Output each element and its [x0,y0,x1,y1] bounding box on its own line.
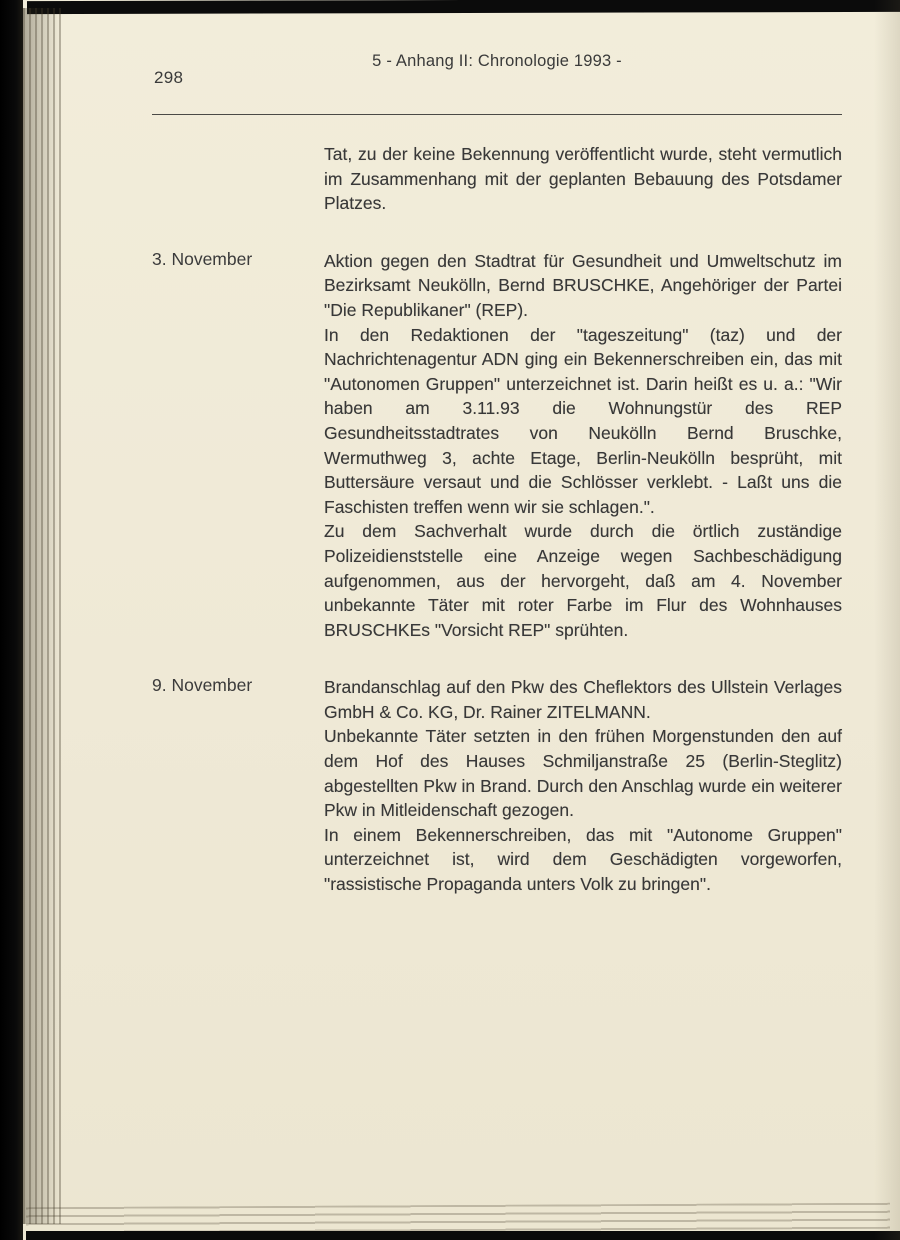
chronology-entry-continuation [152,142,842,216]
scan-edge-bottom [26,1231,900,1240]
entry-body [324,249,842,643]
page-stack-left [23,8,61,1224]
entry-paragraph: Zu dem Sachverhalt wurde durch die örtlich zuständige Polizeidienststelle eine Anzeige wegen Sachbeschädigung aufgenommen, aus der hervorgeht, daß am 4. November unbekannte Täter mit roter Farbe im Flur des Wohnhauses BRUSCHKEs "Vorsicht REP" sprühten. [324,521,842,640]
entry-paragraph: In einem Bekennerschreiben, das mit "Autonome Gruppen" unterzeichnet ist, wird dem Geschädigten vorgeworfen, "rassistische Propaganda unters Volk zu bringen". [324,824,842,895]
entry-date: 9. November [152,675,253,696]
entry-body [324,142,842,216]
running-header: 5 - Anhang II: Chronologie 1993 - [372,52,622,70]
entry-paragraph: Aktion gegen den Stadtrat für Gesundheit und Umweltschutz im Bezirksamt Neukölln, Bernd BRUSCHKE, Angehöriger der Partei "Die Republikaner" (REP). [324,250,842,320]
chronology-entry-9-november [152,675,842,896]
entry-paragraph: Tat, zu der keine Bekennung veröffentlicht wurde, steht vermutlich im Zusammenhang mit der geplanten Bebauung des Potsdamer Platzes. [324,144,842,214]
chronology-entries [152,115,842,897]
entry-paragraph: Brandanschlag auf den Pkw des Cheflektors des Ullstein Verlages GmbH & Co. KG, Dr. Rainer ZITELMANN. [324,677,842,722]
chronology-entry-3-november [152,249,842,643]
page-header-row [152,42,842,114]
scan-edge-top [27,0,900,14]
entry-body [324,675,842,896]
entry-date: 3. November [152,248,253,269]
entry-paragraph: Unbekannte Täter setzten in den frühen Morgenstunden den auf dem Hof des Hauses Schmiljanstraße 25 (Berlin-Steglitz) abgestellten Pkw in Brand. Durch den Anschlag wurde ein weiterer Pkw in Mitleidenschaft gezogen. [324,726,842,821]
page-number: 298 [154,68,184,87]
entry-date [152,142,324,216]
entry-paragraph: In den Redaktionen der "tageszeitung" (taz) und der Nachrichtenagentur ADN ging ein Bekennerschreiben ein, das mit "Autonomen Gruppen" unterzeichnet ist. Darin heißt es u. a.: "Wir haben am 3.11.93 die Wohnungstür des REP Gesundheitsstadtrates von Neukölln Bernd Bruschke, Wermuthweg 3, achte Etage, Berlin-Neukölln besprüht, mit Buttersäure versaut und die Schlösser verklebt. - Laßt uns die Faschisten treffen wenn wir sie schlagen.". [324,324,842,517]
page-stack-bottom [26,1203,890,1234]
page-content [152,42,842,897]
page-curve-shadow [874,0,900,1240]
book-spine-edge [0,0,23,1240]
